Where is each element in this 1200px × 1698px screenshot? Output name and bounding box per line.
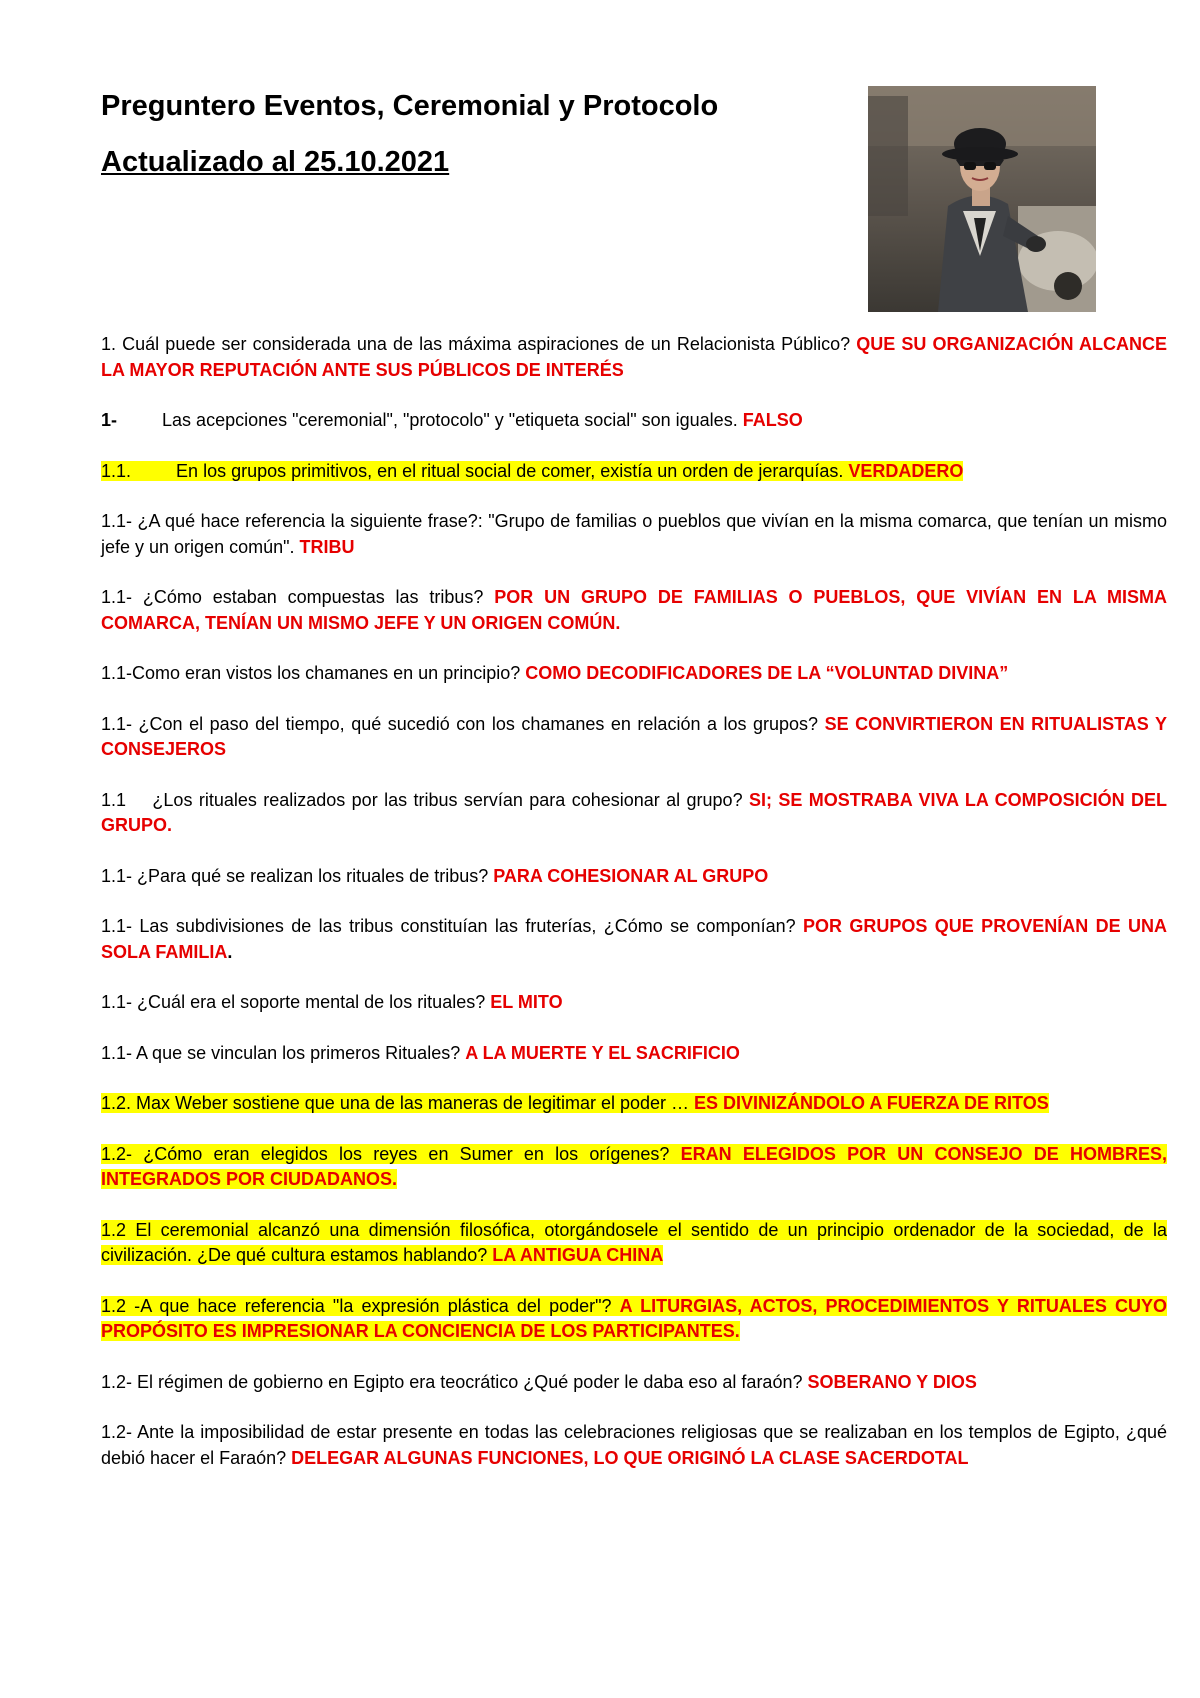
answer: SOBERANO Y DIOS <box>807 1371 977 1392</box>
list-item: 1- Las acepciones "ceremonial", "protocolo" y "etiqueta social" son iguales. FALSO <box>101 410 803 430</box>
list-item: 1.1- ¿Para qué se realizan los rituales de tribus? PARA COHESIONAR AL GRUPO <box>101 865 769 886</box>
answer: QUE SU ORGANIZACIÓN ALCANCE LA MAYOR REPUTACIÓN ANTE SUS PÚBLICOS DE INTERÉS <box>101 334 1167 380</box>
answer: FALSO <box>742 410 803 430</box>
woman-portrait-photo <box>868 86 1096 312</box>
page-title: Preguntero Eventos, Ceremonial y Protocolo <box>101 90 719 122</box>
list-item: 1.2- El régimen de gobierno en Egipto era teocrático ¿Qué poder le daba eso al faraón? SOBERANO Y DIOS <box>101 1371 977 1392</box>
list-item: 1.2- Ante la imposibilidad de estar presente en todas las celebraciones religiosas que se realizaban en los templos de Egipto, ¿qué debió hacer el Faraón? DELEGAR ALGUNAS FUNCIONES, LO QUE ORIGINÓ LA CLASE SACERDOTAL <box>101 1422 1167 1468</box>
answer: SE CONVIRTIERON EN RITUALISTAS Y CONSEJEROS <box>101 713 1167 759</box>
answer: ERAN ELEGIDOS POR UN CONSEJO DE HOMBRES, INTEGRADOS POR CIUDADANOS. <box>101 1143 1167 1189</box>
answer: EL MITO <box>490 992 563 1012</box>
list-item: 1.2 El ceremonial alcanzó una dimensión filosófica, otorgándosele el sentido de un principio ordenador de la sociedad, de la civilización. ¿De qué cultura estamos hablando? LA ANTIGUA CHINA <box>101 1219 1167 1265</box>
list-item: 1.1- Las subdivisiones de las tribus constituían las fruterías, ¿Cómo se componían? POR GRUPOS QUE PROVENÍAN DE UNA SOLA FAMILIA. <box>101 916 1167 962</box>
answer: DELEGAR ALGUNAS FUNCIONES, LO QUE ORIGINÓ LA CLASE SACERDOTAL <box>291 1447 969 1468</box>
answer: A LITURGIAS, ACTOS, PROCEDIMIENTOS Y RITUALES CUYO PROPÓSITO ES IMPRESIONAR LA CONCIENCIA DE LOS PARTICIPANTES. <box>101 1295 1167 1341</box>
list-item: 1.2- ¿Cómo eran elegidos los reyes en Sumer en los orígenes? ERAN ELEGIDOS POR UN CONSEJO DE HOMBRES, INTEGRADOS POR CIUDADANOS. <box>101 1143 1167 1189</box>
answer: SI; SE MOSTRABA VIVA LA COMPOSICIÓN DEL GRUPO. <box>101 789 1167 835</box>
answer: POR GRUPOS QUE PROVENÍAN DE UNA SOLA FAMILIA <box>101 916 1167 962</box>
list-item: 1.1- ¿Cómo estaban compuestas las tribus? POR UN GRUPO DE FAMILIAS O PUEBLOS, QUE VIVÍAN EN LA MISMA COMARCA, TENÍAN UN MISMO JEFE Y UN ORIGEN COMÚN. <box>101 587 1167 633</box>
answer: TRIBU <box>299 536 355 557</box>
list-item: 1.1 ¿Los rituales realizados por las tribus servían para cohesionar al grupo? SI; SE MOSTRABA VIVA LA COMPOSICIÓN DEL GRUPO. <box>101 789 1167 835</box>
answer: PARA COHESIONAR AL GRUPO <box>493 865 769 886</box>
list-item: 1.2 -A que hace referencia "la expresión plástica del poder"? A LITURGIAS, ACTOS, PROCEDIMIENTOS Y RITUALES CUYO PROPÓSITO ES IMPRESIONAR LA CONCIENCIA DE LOS PARTICIPANTES. <box>101 1295 1167 1341</box>
list-item: 1.1. En los grupos primitivos, en el ritual social de comer, existía un orden de jerarquías. VERDADERO <box>101 460 964 481</box>
answer: POR UN GRUPO DE FAMILIAS O PUEBLOS, QUE VIVÍAN EN LA MISMA COMARCA, TENÍAN UN MISMO JEFE Y UN ORIGEN COMÚN. <box>101 587 1167 633</box>
list-item: 1.2. Max Weber sostiene que una de las maneras de legitimar el poder … ES DIVINIZÁNDOLO A FUERZA DE RITOS <box>101 1093 1049 1113</box>
answer: A LA MUERTE Y EL SACRIFICIO <box>465 1042 740 1063</box>
list-item: 1.1- ¿Cuál era el soporte mental de los rituales? EL MITO <box>101 992 563 1012</box>
list-item: 1. Cuál puede ser considerada una de las máxima aspiraciones de un Relacionista Público? QUE SU ORGANIZACIÓN ALCANCE LA MAYOR REPUTACIÓN ANTE SUS PÚBLICOS DE INTERÉS <box>101 334 1167 380</box>
update-date-heading: Actualizado al 25.10.2021 <box>101 146 450 178</box>
list-item: 1.1-Como eran vistos los chamanes en un principio? COMO DECODIFICADORES DE LA “VOLUNTAD DIVINA” <box>101 663 1009 683</box>
answer: ES DIVINIZÁNDOLO A FUERZA DE RITOS <box>694 1093 1049 1113</box>
list-item: 1.1- ¿A qué hace referencia la siguiente frase?: "Grupo de familias o pueblos que vivían en la misma comarca, que tenían un mismo jefe y un origen común". TRIBU <box>101 511 1167 557</box>
answer: LA ANTIGUA CHINA <box>492 1245 664 1265</box>
list-item: 1.1- ¿Con el paso del tiempo, qué sucedió con los chamanes en relación a los grupos? SE CONVIRTIERON EN RITUALISTAS Y CONSEJEROS <box>101 713 1167 759</box>
question-list <box>101 332 1167 1496</box>
list-item: 1.1- A que se vinculan los primeros Rituales? A LA MUERTE Y EL SACRIFICIO <box>101 1042 740 1063</box>
answer: VERDADERO <box>848 460 964 481</box>
answer: COMO DECODIFICADORES DE LA “VOLUNTAD DIVINA” <box>525 663 1009 683</box>
